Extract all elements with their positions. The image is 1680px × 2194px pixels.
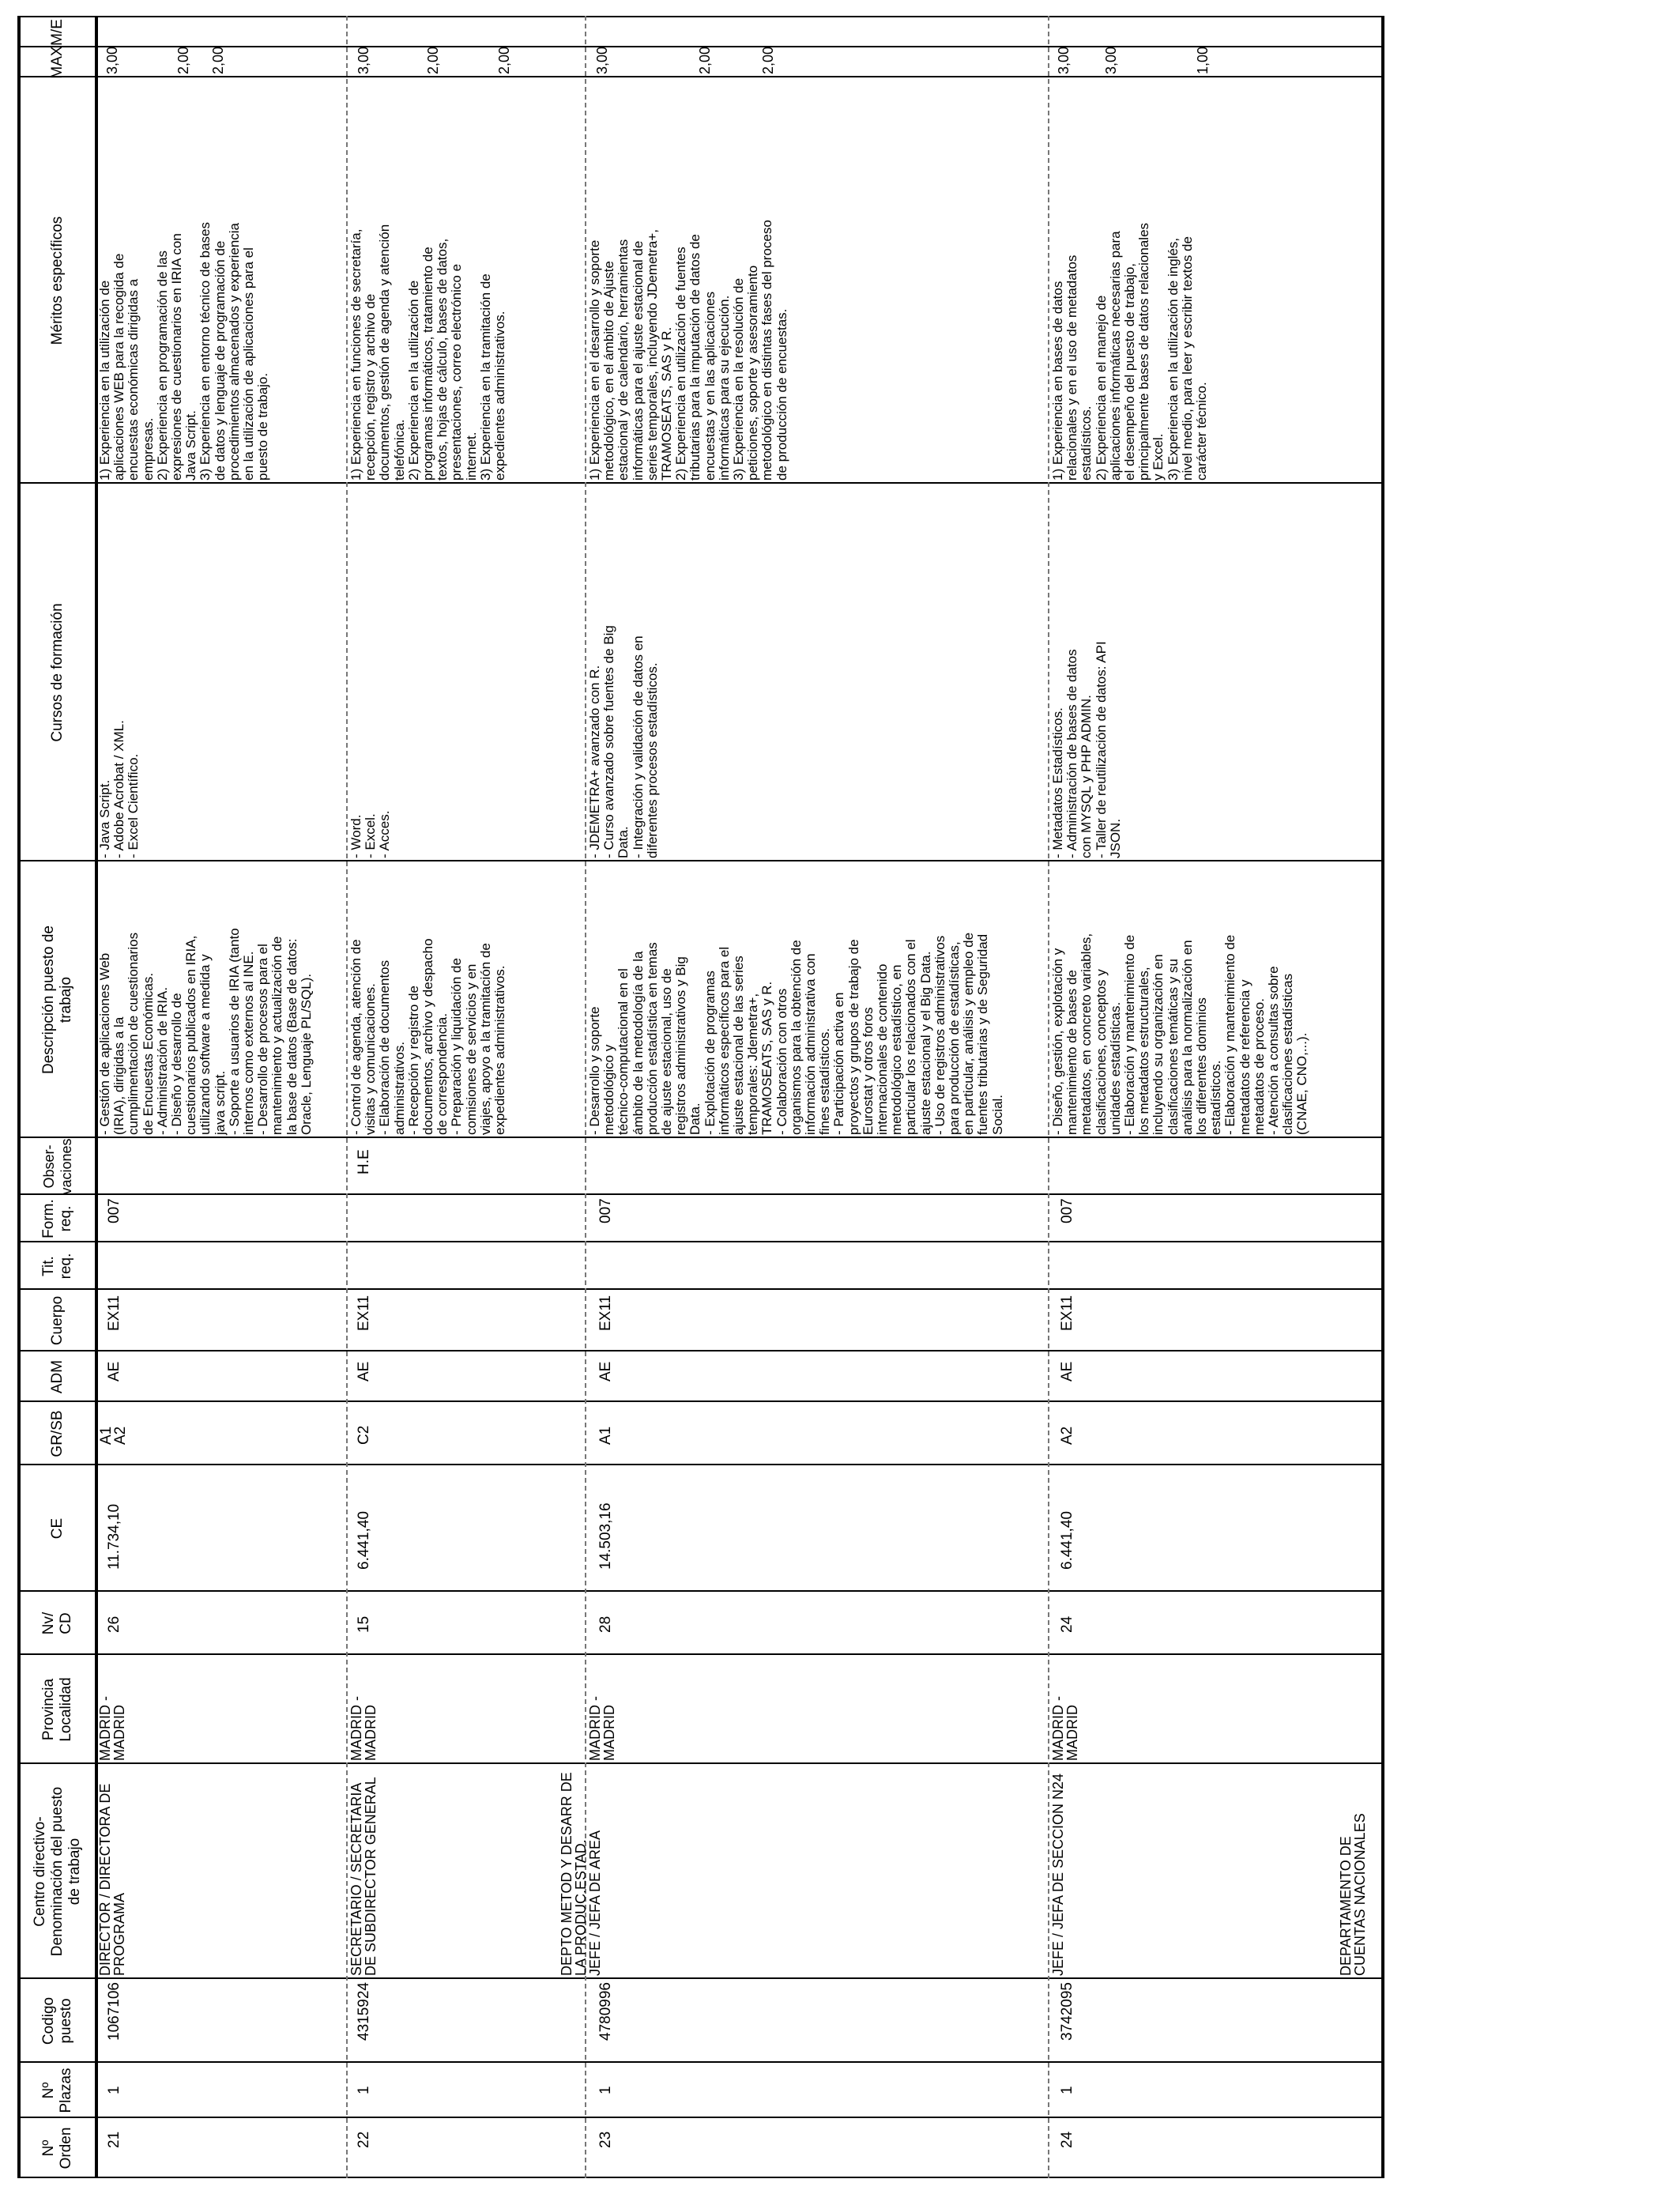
cell-adm: AE (597, 1361, 614, 1382)
cell-centro: DIRECTOR / DIRECTORA DE PROGRAMA (97, 1783, 128, 1976)
cell-centro: JEFE / JEFA DE SECCION N24 (1050, 1773, 1066, 1976)
header-centro: Centro directivo- Denominación del puesto de trabajo (32, 1786, 83, 1957)
cell-form: 007 (1059, 1198, 1075, 1223)
cell-plazas: 1 (356, 2086, 372, 2094)
cell-grupo: A1 A2 (98, 1426, 130, 1445)
cell-ce: 11.734,10 (106, 1503, 122, 1570)
header-adm: ADM (49, 1359, 66, 1394)
cell-adm: AE (356, 1361, 372, 1382)
header-provincia: Provincia Localidad (40, 1677, 74, 1742)
cell-max: 3,00 (594, 46, 610, 74)
cell-obs: H.E (356, 1149, 372, 1174)
cell-max: 3,00 (1103, 46, 1119, 74)
cell-cursos: - Java Script. - Adobe Acrobat / XML. - Excel Científico. (97, 720, 141, 858)
cell-meritos: 1) Experiencia en el desarrollo y soporte metodológico, en el ámbito de Ajuste estacional y de calendario, herramientas informáticas para el ajuste estacional de series temporales, incluyendo JDemetra+, TRAMOSEATS, SAS y R. 2) Experiencia en utilización de fuentes tributarias para la imputación de datos de encuestas y en las aplicaciones informáticas para su ejecución. 3) Experiencia en la resolución de peticiones, soporte y asesoramiento metodológico en distintas fases del proceso de producción de encuestas. (587, 220, 789, 481)
header-obs: Obser- vaciones (41, 1138, 74, 1195)
cell-codigo: 3742095 (1059, 1982, 1075, 2041)
cell-plazas: 1 (106, 2086, 122, 2094)
header-codigo: Codigo puesto (40, 1996, 74, 2045)
cell-cursos: - JDEMETRA+ avanzado con R. - Curso avanzado sobre fuentes de Big Data. - Integración y validación de datos en diferentes procesos estadísticos. (587, 625, 660, 858)
cell-nivel: 26 (106, 1615, 122, 1633)
cell-codigo: 4315924 (356, 1982, 372, 2041)
cell-descripcion: - Desarrollo y soporte metodológico y técnico-computacional en el ámbito de la metodología de la producción estadística en temas de ajuste estacional, uso de registros administrativos y Big Data. - Explotación de programas informáticos específicos para el ajuste estacional de las series temporales: Jdemetra+, TRAMOSEATS, SAS y R. - Colaboración con otros organismos para la obtención de información administrativa con fines estadísticos. - Participación activa en proyectos y grupos de trabajo de Eurostat y otros foros internacionales de contenido metodológico estadístico, en particular los relacionados con el ajuste estacional y el Big Data. - Uso de registros administrativos para producción de estadísticas, en particular, análisis y empleo de fuentes tributarias y de Seguridad Social. (587, 932, 1005, 1135)
cell-cuerpo: EX11 (106, 1295, 122, 1331)
cell-nivel: 15 (356, 1615, 372, 1633)
header-cursos: Cursos de formación (49, 603, 66, 742)
cell-cuerpo: EX11 (356, 1295, 372, 1331)
cell-provincia: MADRID - MADRID (97, 1696, 128, 1761)
posts-table (17, 16, 1384, 2178)
cell-max: 2,00 (697, 46, 713, 74)
cell-grupo: A1 (597, 1426, 614, 1445)
cell-grupo: A2 (1059, 1426, 1075, 1445)
cell-provincia: MADRID - MADRID (1050, 1696, 1081, 1761)
cell-max: 3,00 (356, 46, 371, 74)
cell-max: 1,00 (1195, 46, 1211, 74)
cell-max: 2,00 (210, 46, 226, 74)
cell-meritos: 1) Experiencia en bases de datos relacionales y en el uso de metadatos estadísticos. 2) Experiencia en el manejo de aplicaciones informáticas necesarias para el desempeño del puesto de trabajo, principalmente bases de datos relacionales y Excel. 3) Experiencia en la utilización de inglés, nivel medio, para leer y escribir textos de carácter técnico. (1050, 222, 1210, 481)
cell-nivel: 28 (597, 1615, 614, 1633)
header-max: MAX (49, 46, 66, 79)
header-orden: Nº Orden (40, 2127, 74, 2169)
header-grupo: GR/SB (49, 1410, 66, 1457)
header-plazas: Nº Plazas (40, 2068, 74, 2113)
header-descripcion: Descripción puesto de trabajo (40, 925, 74, 1074)
cell-plazas: 1 (597, 2086, 614, 2094)
cell-provincia: MADRID - MADRID (348, 1696, 379, 1761)
cell-descripcion: - Diseño, gestión, explotación y mantenimiento de bases de metadatos, en concreto variables, clasificaciones, conceptos y unidades estadísticas. - Elaboración y mantenimiento de los metadatos estructurales, incluyendo su organización en clasificaciones temáticas y su análisis para la normalización en los diferentes dominios estadísticos. - Elaboración y mantenimiento de metadatos de referencia y metadatos de proceso. - Atención a consultas sobre clasificaciones estadísticas (CNAE, CNO,...). (1050, 933, 1310, 1135)
header-tit: Tit. req. (40, 1253, 74, 1280)
header-ce: CE (49, 1517, 66, 1540)
cell-descripcion: - Gestión de aplicaciones Web (IRIA), dirigidas a la cumplimentación de cuestionarios de Encuestas Económicas. - Administración de IRIA. - Diseño y desarrollo de cuestionarios publicados en IRIA, utilizando software a medida y java script. - Soporte a usuarios de IRIA (tanto internos como externos al INE. - Desarrollo de procesos para el mantenimiento y actualización de la base de datos (Base de datos: Oracle, Lenguaje PL/SQL). (97, 928, 314, 1135)
cell-nivel: 24 (1059, 1615, 1075, 1633)
cell-max: 2,00 (425, 46, 441, 74)
cell-max: 2,00 (175, 46, 191, 74)
cell-ce: 6.441,40 (356, 1511, 372, 1570)
cell-max: 3,00 (104, 46, 120, 74)
cell-meritos: 1) Experiencia en la utilización de aplicaciones WEB para la recogida de encuestas económicas dirigidas a empresas. 2) Experiencia en programación de las expresiones de cuestionarios en IRIA con Java Script. 3) Experiencia en entorno técnico de bases de datos y lenguaje de programación de procedimientos almacenados y experiencia en la utilización de aplicaciones para el puesto de trabajo. (97, 222, 271, 481)
header-me: M/E (49, 19, 66, 46)
cell-meritos: 1) Experiencia en funciones de secretaría, recepción, registro y archivo de documentos, gestión de agenda y atención telefónica. 2) Experiencia en la utilización de programas informáticos, tratamiento de textos, hojas de cálculo, bases de datos, presentaciones, correo electrónico e internet. 3) Experiencia en la tramitación de expedientes administrativos. (348, 224, 508, 481)
cell-ce: 14.503,16 (597, 1502, 614, 1570)
cell-orden: 23 (597, 2131, 614, 2148)
header-form: Form. req. (40, 1199, 74, 1238)
header-cuerpo: Cuerpo (49, 1295, 66, 1346)
cell-orden: 21 (106, 2131, 122, 2148)
cell-max: 3,00 (1056, 46, 1072, 74)
cell-orden: 24 (1059, 2131, 1075, 2148)
cell-adm: AE (1059, 1361, 1075, 1382)
cell-cursos: - Metadatos Estadísticos. - Administración de bases de datos con MYSQL y PHP ADMIN. - Taller de reutilización de datos: API JSON. (1050, 641, 1123, 858)
cell-adm: AE (106, 1361, 122, 1382)
header-meritos: Méritos específicos (49, 216, 66, 345)
header-nivel: Nv/ CD (40, 1612, 74, 1635)
department-note: DEPARTAMENTO DE CUENTAS NACIONALES (1338, 1813, 1369, 1976)
cell-plazas: 1 (1059, 2086, 1075, 2094)
cell-cuerpo: EX11 (1059, 1295, 1075, 1331)
cell-codigo: 1067106 (106, 1982, 122, 2041)
cell-form: 007 (597, 1198, 614, 1223)
cell-centro: SECRETARIO / SECRETARIA DE SUBDIRECTOR GENERAL (348, 1777, 379, 1976)
cell-provincia: MADRID - MADRID (587, 1696, 618, 1761)
cell-form: 007 (106, 1198, 122, 1223)
cell-codigo: 4780996 (597, 1982, 614, 2041)
cell-orden: 22 (356, 2131, 372, 2148)
cell-cuerpo: EX11 (597, 1295, 614, 1331)
cell-descripcion: - Control de agenda, atención de visitas y comunicaciones. - Elaboración de documentos administrativos. - Recepción y registro de documentos, archivo y despacho de correspondencia. - Preparación y liquidación de comisiones de servicios y en viajes, apoyo a la tramitación de expedientes administrativos. (348, 938, 508, 1135)
cell-ce: 6.441,40 (1059, 1511, 1075, 1570)
cell-grupo: C2 (356, 1425, 372, 1445)
cell-max: 2,00 (760, 46, 776, 74)
cell-centro: JEFE / JEFA DE AREA (587, 1830, 603, 1976)
cell-cursos: - Word. - Excel. - Acces. (348, 810, 393, 858)
cell-max: 2,00 (496, 46, 512, 74)
cell-centro-dept: DEPTO METOD Y DESARR DE LA PRODUC.ESTAD. (559, 1772, 590, 1976)
